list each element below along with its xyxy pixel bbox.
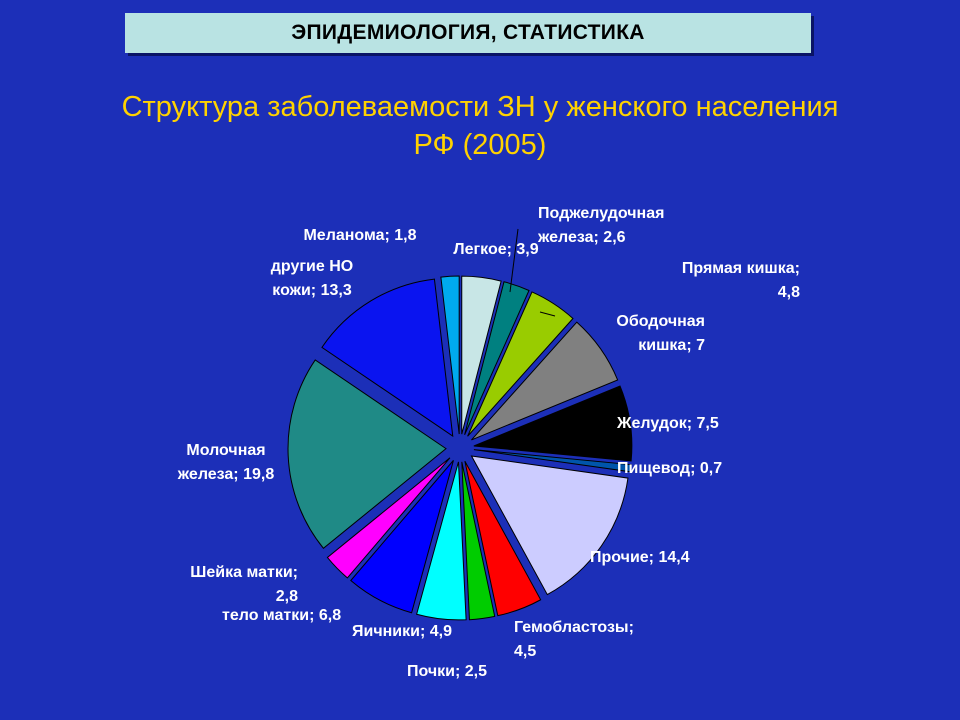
slice-label-2: Прямая кишка; 4,8 <box>681 260 800 301</box>
slice-label-8: Почки; 2,5 <box>406 663 488 680</box>
slice-label-0: Легкое; 3,9 <box>453 241 539 258</box>
slice-label-5: Пищевод; 0,7 <box>617 460 723 477</box>
slice-label-4: Желудок; 7,5 <box>617 415 719 432</box>
slice-label-6: Прочие; 14,4 <box>590 549 690 566</box>
leader-line-0 <box>510 229 518 292</box>
header-title: ЭПИДЕМИОЛОГИЯ, СТАТИСТИКА <box>291 21 645 44</box>
slice-label-14: Меланома; 1,8 <box>303 227 417 244</box>
chart-title-line-1: Структура заболеваемости ЗН у женского населения <box>121 91 839 123</box>
chart-title-line-2: РФ (2005) <box>413 129 547 161</box>
slice-label-7: Гемобластозы; 4,5 <box>514 619 634 660</box>
slice-label-9: Яичники; 4,9 <box>352 623 452 640</box>
slice-label-3: Ободочная кишка; 7 <box>616 313 705 354</box>
slice-label-12: Молочная железа; 19,8 <box>177 442 275 483</box>
slice-label-10: тело матки; 6,8 <box>222 607 342 624</box>
slice-label-11: Шейка матки; 2,8 <box>190 564 298 605</box>
slice-label-13: другие НО кожи; 13,3 <box>270 258 354 299</box>
slice-label-1: Поджелудочная железа; 2,6 <box>538 205 665 246</box>
